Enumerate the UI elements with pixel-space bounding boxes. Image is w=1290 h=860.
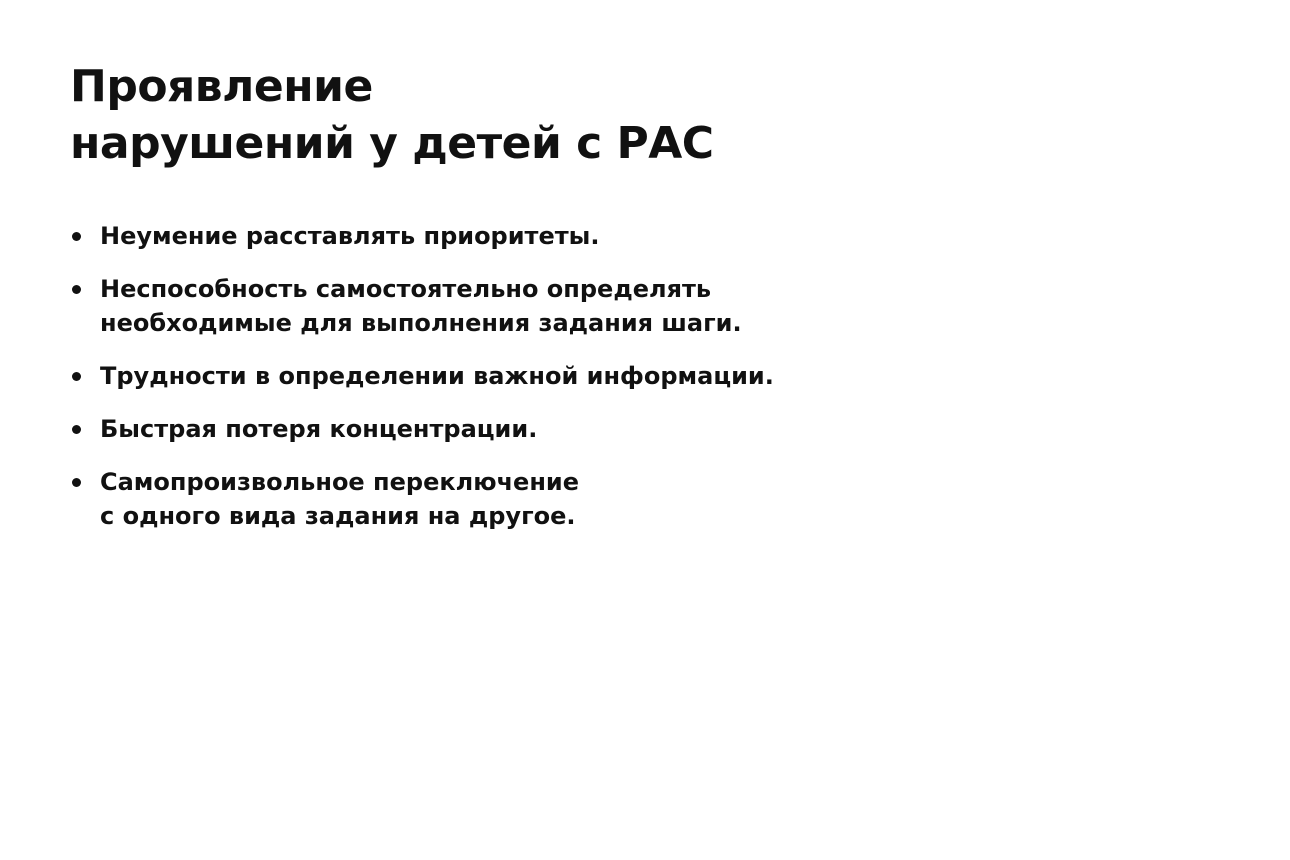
bullet-item-4	[70, 412, 830, 446]
bullet-item-2-line-2: необходимые для выполнения задания шаги.	[100, 309, 742, 337]
bullet-dot-icon	[72, 372, 81, 381]
bullet-item-5-line-2: с одного вида задания на другое.	[100, 502, 576, 530]
bullet-item-1-line-1: Неумение расставлять приоритеты.	[100, 222, 600, 250]
slide-title-line-2: нарушений у детей с РАС	[70, 118, 714, 169]
bullet-dot-icon	[72, 285, 81, 294]
bullet-dot-icon	[72, 232, 81, 241]
bullet-item-2-line-1: Неспособность самостоятельно определять	[100, 275, 712, 303]
slide-title	[70, 58, 714, 172]
bullet-item-2	[70, 272, 830, 340]
bullet-item-5	[70, 465, 830, 533]
bullet-item-5-line-1: Самопроизвольное переключение	[100, 468, 580, 496]
bullet-dot-icon	[72, 478, 81, 487]
bullet-item-4-line-1: Быстрая потеря концентрации.	[100, 415, 538, 443]
bullet-item-3	[70, 359, 830, 393]
slide-title-line-1: Проявление	[70, 61, 373, 112]
bullet-item-1	[70, 219, 830, 253]
bullet-item-3-line-1: Трудности в определении важной информации.	[100, 362, 774, 390]
bullet-list	[70, 219, 830, 552]
bullet-dot-icon	[72, 425, 81, 434]
